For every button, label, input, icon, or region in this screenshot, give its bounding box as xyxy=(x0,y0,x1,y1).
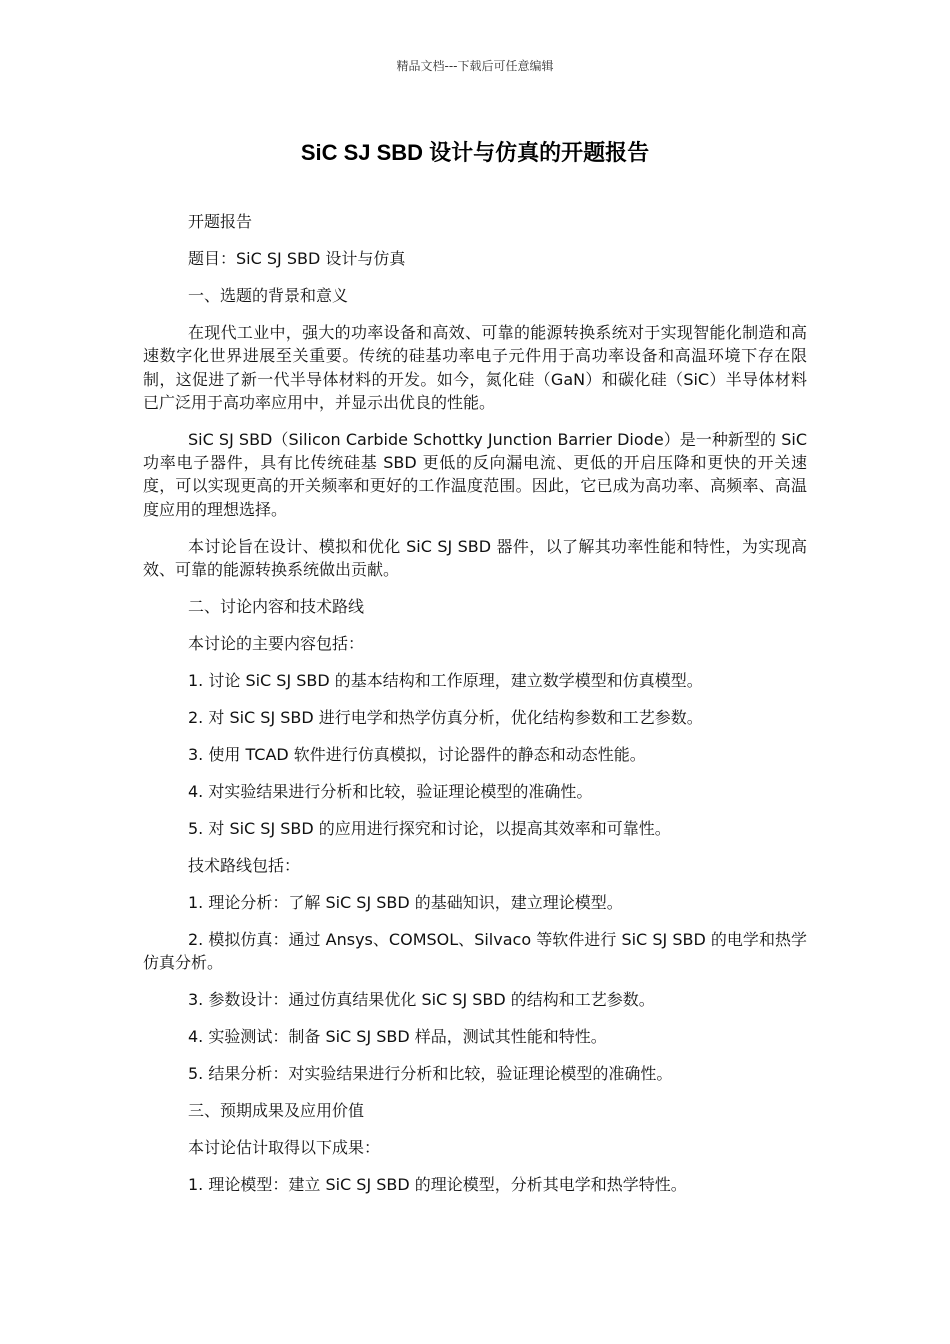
list-item: 3. 使用 TCAD 软件进行仿真模拟，讨论器件的静态和动态性能。 xyxy=(188,744,646,764)
paragraph: SiC SJ SBD（Silicon Carbide Schottky Junction Barrier Diode）是一种新型的 SiC 功率电子器件，具有比传统硅基 SBD 更低的反向漏电流、更低的开启压降和更快的开关速度，可以实现更高的开关频率和更好的工作温度范围。因此，它已成为高功率、高频率、高温度应用的理想选择。 xyxy=(143,429,807,519)
paragraph-label: 开题报告 xyxy=(188,212,253,231)
list-item: 4. 实验测试：制备 SiC SJ SBD 样品，测试其性能和特性。 xyxy=(188,1027,607,1047)
section-heading-content: 二、讨论内容和技术路线 xyxy=(188,596,365,616)
paragraph: 技术路线包括： xyxy=(188,855,301,875)
list-item: 5. 对 SiC SJ SBD 的应用进行探究和讨论，以提高其效率和可靠性。 xyxy=(188,818,671,838)
page-header-note: 精品文档---下载后可任意编辑 xyxy=(396,59,554,73)
list-item: 2. 模拟仿真：通过 Ansys、COMSOL、Silvaco 等软件进行 SiC SJ SBD 的电学和热学仿真分析。 xyxy=(143,929,807,973)
paragraph: 本讨论的主要内容包括： xyxy=(188,633,365,653)
document-body xyxy=(143,210,807,1210)
section-heading-results: 三、预期成果及应用价值 xyxy=(188,1101,365,1121)
list-item: 4. 对实验结果进行分析和比较，验证理论模型的准确性。 xyxy=(188,781,593,801)
paragraph: 本讨论估计取得以下成果： xyxy=(188,1138,381,1158)
list-item: 1. 理论分析：了解 SiC SJ SBD 的基础知识，建立理论模型。 xyxy=(188,892,623,912)
paragraph-topic: 题目：SiC SJ SBD 设计与仿真 xyxy=(188,248,406,268)
list-item: 3. 参数设计：通过仿真结果优化 SiC SJ SBD 的结构和工艺参数。 xyxy=(188,990,655,1010)
document-title: SiC SJ SBD 设计与仿真的开题报告 xyxy=(300,140,650,165)
list-item: 5. 结果分析：对实验结果进行分析和比较，验证理论模型的准确性。 xyxy=(188,1064,673,1084)
list-item: 2. 对 SiC SJ SBD 进行电学和热学仿真分析，优化结构参数和工艺参数。 xyxy=(188,707,703,727)
section-heading-background: 一、选题的背景和意义 xyxy=(188,285,349,305)
list-item: 1. 理论模型：建立 SiC SJ SBD 的理论模型，分析其电学和热学特性。 xyxy=(188,1175,687,1195)
paragraph: 本讨论旨在设计、模拟和优化 SiC SJ SBD 器件，以了解其功率性能和特性，为实现高效、可靠的能源转换系统做出贡献。 xyxy=(143,536,807,579)
paragraph: 在现代工业中，强大的功率设备和高效、可靠的能源转换系统对于实现智能化制造和高速数字化世界进展至关重要。传统的硅基功率电子元件用于高功率设备和高温环境下存在限制，这促进了新一代半导体材料的开发。如今，氮化硅（GaN）和碳化硅（SiC）半导体材料已广泛用于高功率应用中，并显示出优良的性能。 xyxy=(143,322,807,412)
list-item: 1. 讨论 SiC SJ SBD 的基本结构和工作原理，建立数学模型和仿真模型。 xyxy=(188,670,703,690)
